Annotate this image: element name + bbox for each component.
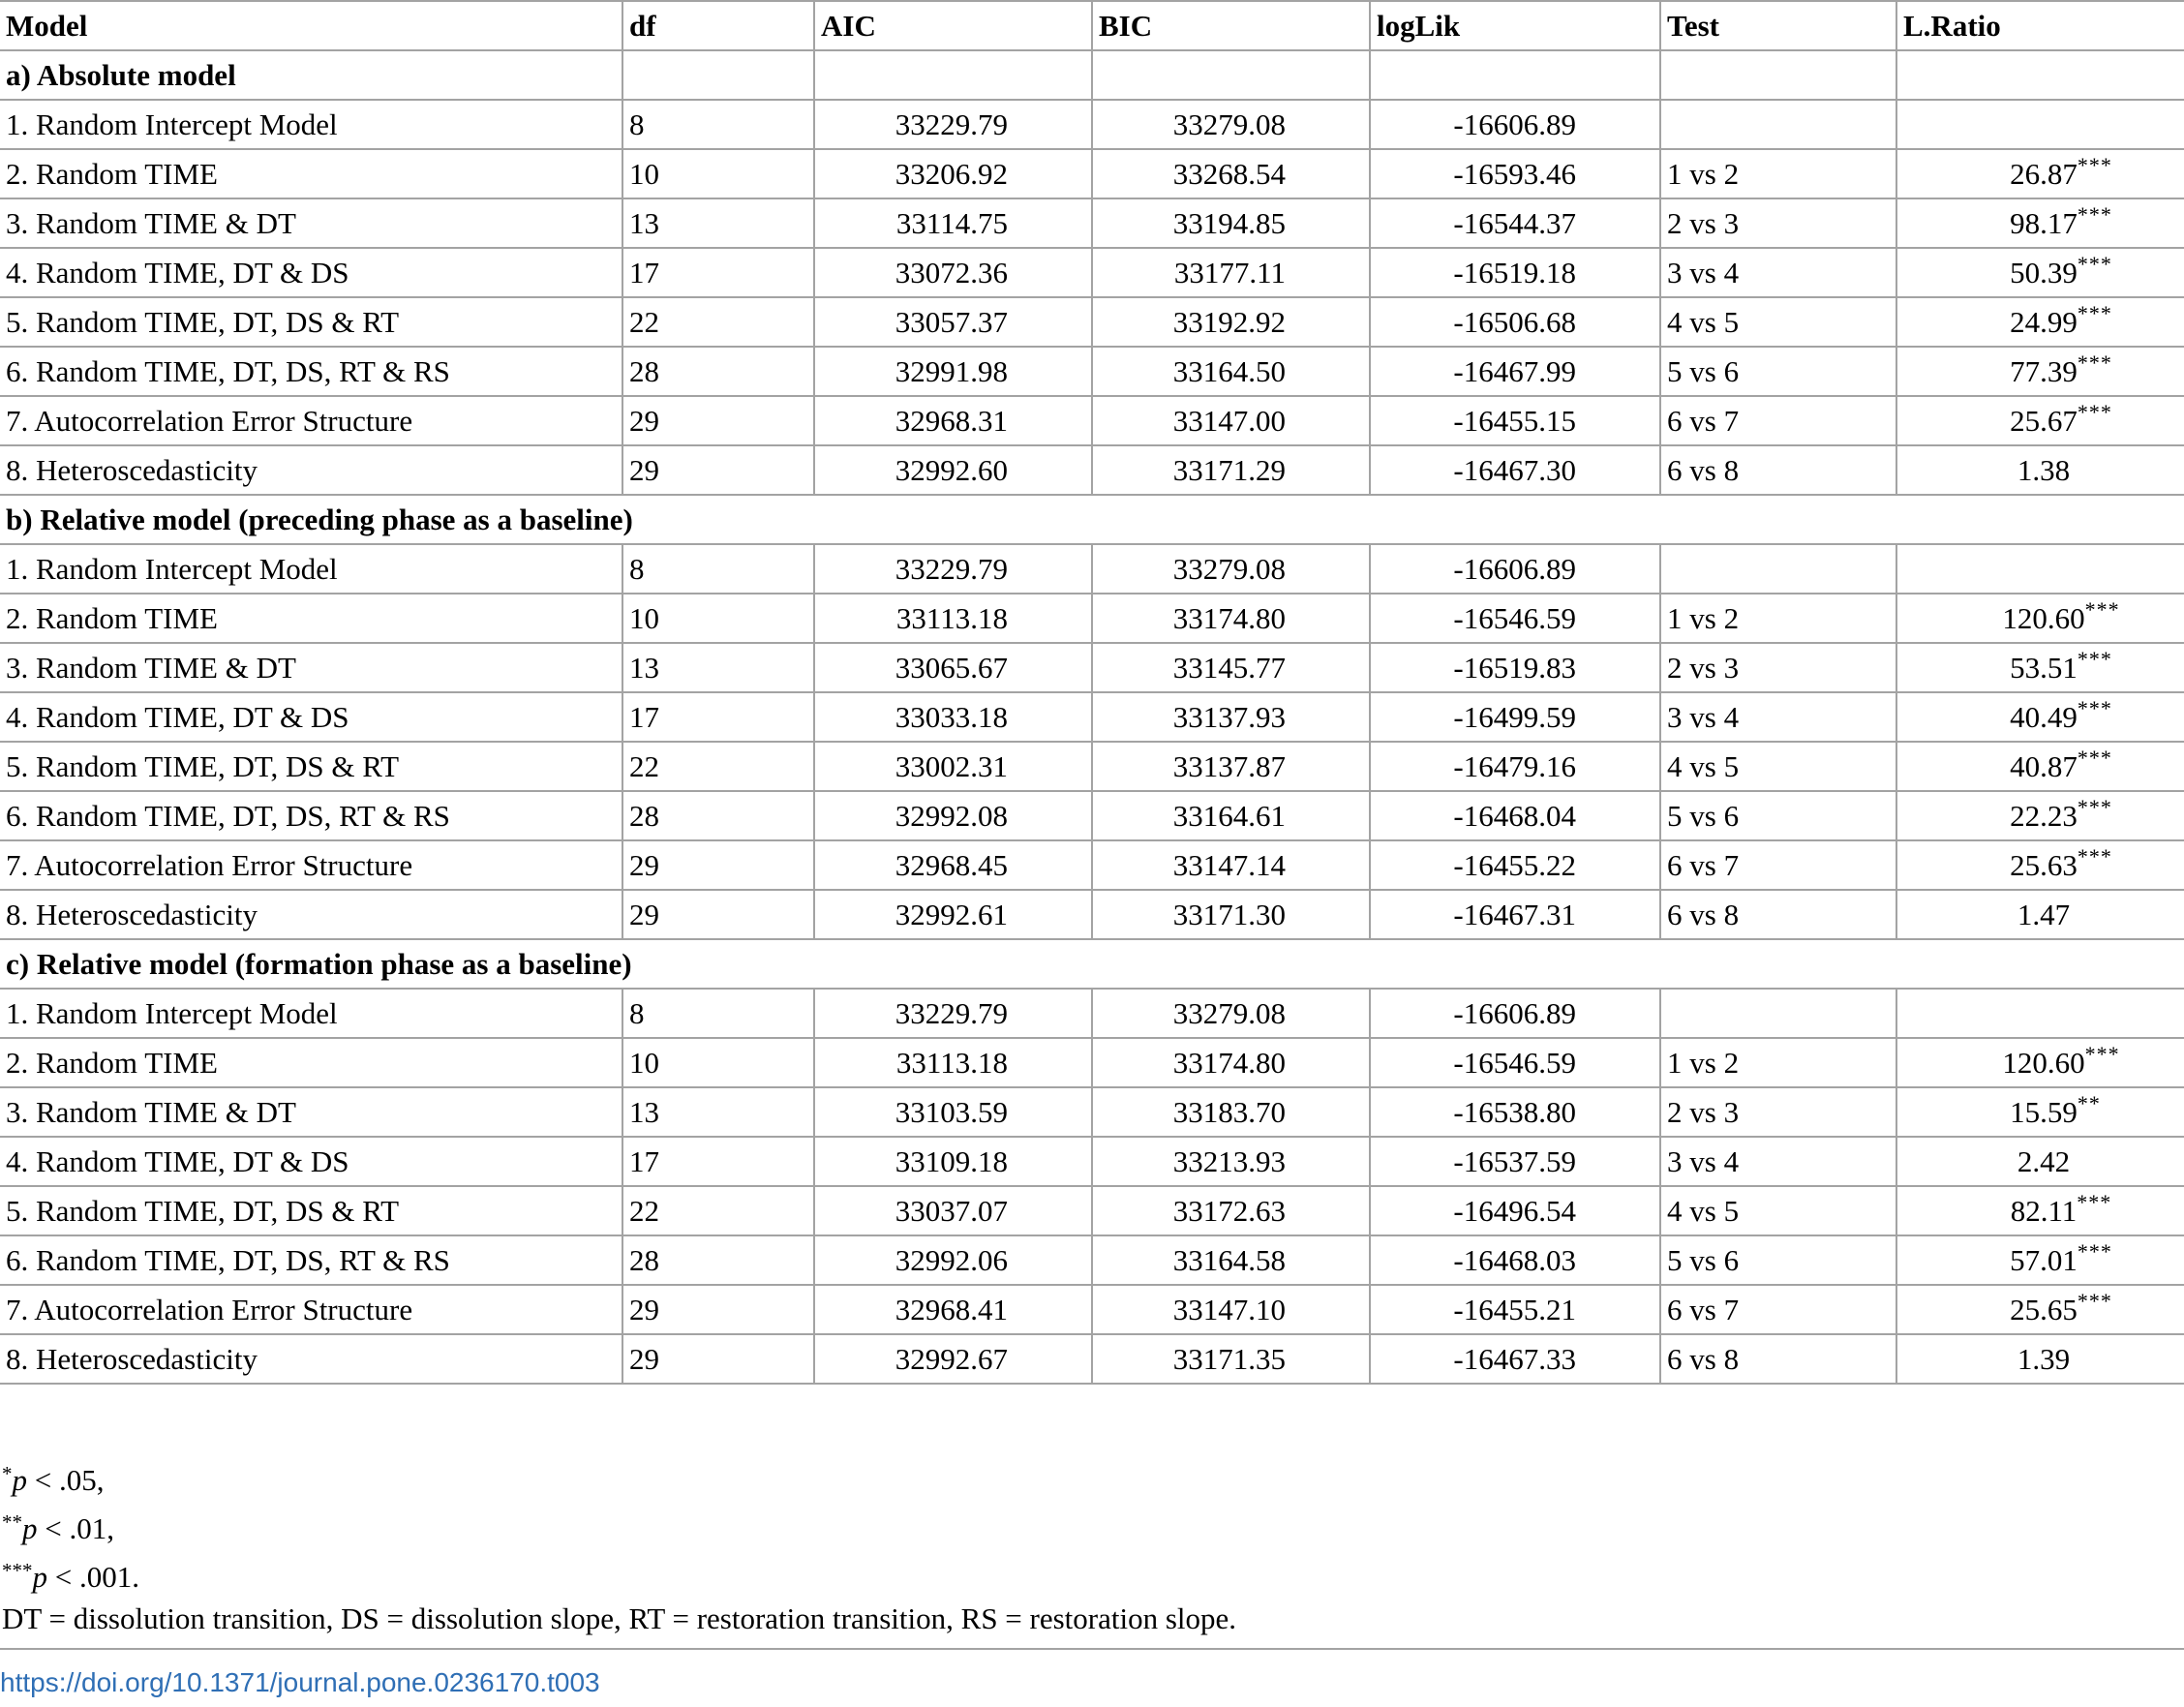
lratio-value-group: [2010, 351, 2112, 388]
loglik-cell: -16546.59: [1370, 1038, 1660, 1087]
significance-stars: ***: [2077, 252, 2112, 276]
loglik-cell: -16455.21: [1370, 1285, 1660, 1334]
section-header-row: [0, 939, 2184, 989]
header-aic: AIC: [814, 1, 1092, 50]
lratio-cell: [1896, 791, 2184, 840]
test-cell: 6 vs 7: [1660, 396, 1896, 445]
table-row: [0, 1186, 2184, 1235]
df-cell: 29: [622, 890, 814, 939]
model-cell: 8. Heteroscedasticity: [0, 445, 622, 495]
model-cell: 8. Heteroscedasticity: [0, 890, 622, 939]
empty-cell: [1092, 50, 1370, 100]
test-cell: 6 vs 7: [1660, 840, 1896, 890]
aic-cell: 33229.79: [814, 100, 1092, 149]
bic-cell: 33147.00: [1092, 396, 1370, 445]
aic-cell: 32992.08: [814, 791, 1092, 840]
df-cell: 10: [622, 594, 814, 643]
header-test: Test: [1660, 1, 1896, 50]
model-cell: 6. Random TIME, DT, DS, RT & RS: [0, 791, 622, 840]
aic-cell: 33033.18: [814, 692, 1092, 742]
lratio-value-group: [2010, 1239, 2112, 1277]
loglik-cell: -16546.59: [1370, 594, 1660, 643]
lratio-value-group: [2017, 1344, 2070, 1374]
aic-cell: 33109.18: [814, 1137, 1092, 1186]
df-cell: 29: [622, 396, 814, 445]
bic-cell: 33192.92: [1092, 297, 1370, 347]
bottom-divider: [0, 1648, 2184, 1650]
loglik-cell: -16496.54: [1370, 1186, 1660, 1235]
significance-stars: ***: [2084, 1042, 2120, 1066]
lratio-value: 53.51: [2010, 651, 2078, 685]
lratio-value: 77.39: [2010, 354, 2078, 388]
empty-cell: [622, 50, 814, 100]
table-row: [0, 445, 2184, 495]
model-cell: 4. Random TIME, DT & DS: [0, 692, 622, 742]
lratio-value: 25.63: [2010, 848, 2078, 882]
table-row: [0, 791, 2184, 840]
lratio-value-group: [2010, 301, 2112, 339]
lratio-value-group: [2010, 696, 2112, 734]
loglik-cell: -16467.31: [1370, 890, 1660, 939]
aic-cell: 32991.98: [814, 347, 1092, 396]
model-cell: 5. Random TIME, DT, DS & RT: [0, 742, 622, 791]
bic-cell: 33172.63: [1092, 1186, 1370, 1235]
table-row: [0, 1235, 2184, 1285]
df-cell: 8: [622, 100, 814, 149]
lratio-value: 120.60: [2002, 601, 2085, 635]
lratio-cell: [1896, 1087, 2184, 1137]
aic-cell: 32968.45: [814, 840, 1092, 890]
model-cell: 1. Random Intercept Model: [0, 100, 622, 149]
significance-stars: ***: [2077, 696, 2112, 720]
footnote-stars: ***: [2, 1559, 33, 1582]
test-cell: 1 vs 2: [1660, 149, 1896, 198]
lratio-value-group: [2010, 252, 2112, 290]
lratio-value-group: [2010, 1289, 2112, 1326]
table-row: [0, 198, 2184, 248]
df-cell: 17: [622, 248, 814, 297]
lratio-value: 40.49: [2010, 700, 2078, 734]
lratio-value-group: [2010, 647, 2112, 685]
significance-stars: ***: [2077, 202, 2112, 227]
model-cell: 3. Random TIME & DT: [0, 1087, 622, 1137]
footnote-threshold: < .001.: [47, 1560, 139, 1594]
table-row: [0, 1334, 2184, 1384]
footnote-sig-001: [0, 1546, 2184, 1595]
footnote-p-symbol: p: [22, 1511, 38, 1545]
bic-cell: 33194.85: [1092, 198, 1370, 248]
aic-cell: 33072.36: [814, 248, 1092, 297]
significance-stars: ***: [2084, 597, 2120, 622]
table-row: [0, 544, 2184, 594]
lratio-cell: [1896, 1285, 2184, 1334]
doi-link[interactable]: https://doi.org/10.1371/journal.pone.0236170.t003: [0, 1667, 600, 1697]
lratio-value-group: [2010, 153, 2112, 191]
bic-cell: 33279.08: [1092, 100, 1370, 149]
lratio-value: 98.17: [2010, 206, 2078, 240]
loglik-cell: -16538.80: [1370, 1087, 1660, 1137]
table-row: [0, 890, 2184, 939]
loglik-cell: -16467.33: [1370, 1334, 1660, 1384]
bic-cell: 33279.08: [1092, 989, 1370, 1038]
table-row: [0, 100, 2184, 149]
table-row: [0, 1087, 2184, 1137]
table-footnotes: [0, 1449, 2184, 1643]
lratio-value-group: [2010, 400, 2112, 438]
test-cell: 6 vs 7: [1660, 1285, 1896, 1334]
model-cell: 4. Random TIME, DT & DS: [0, 248, 622, 297]
aic-cell: 32992.61: [814, 890, 1092, 939]
model-cell: 1. Random Intercept Model: [0, 989, 622, 1038]
lratio-cell: [1896, 347, 2184, 396]
lratio-value-group: [2002, 597, 2120, 635]
df-cell: 28: [622, 347, 814, 396]
lratio-value-group: [2017, 899, 2070, 930]
lratio-value-group: [2010, 795, 2112, 833]
test-cell: 6 vs 8: [1660, 890, 1896, 939]
significance-stars: ***: [2077, 1289, 2112, 1313]
lratio-cell: [1896, 100, 2184, 149]
df-cell: 13: [622, 643, 814, 692]
df-cell: 22: [622, 1186, 814, 1235]
section-header-row: [0, 495, 2184, 544]
lratio-value-group: [2010, 1190, 2112, 1228]
bic-cell: 33164.50: [1092, 347, 1370, 396]
bic-cell: 33147.10: [1092, 1285, 1370, 1334]
footnote-threshold: < .01,: [37, 1511, 114, 1545]
model-cell: 7. Autocorrelation Error Structure: [0, 396, 622, 445]
lratio-cell: [1896, 198, 2184, 248]
significance-stars: ***: [2077, 844, 2112, 869]
aic-cell: 33103.59: [814, 1087, 1092, 1137]
lratio-value-group: [2002, 1042, 2120, 1080]
lratio-cell: [1896, 1137, 2184, 1186]
section-label: b) Relative model (preceding phase as a baseline): [0, 495, 2184, 544]
significance-stars: ***: [2077, 1239, 2112, 1264]
test-cell: 2 vs 3: [1660, 643, 1896, 692]
lratio-value-group: [2017, 1146, 2070, 1176]
lratio-cell: [1896, 890, 2184, 939]
model-cell: 3. Random TIME & DT: [0, 643, 622, 692]
df-cell: 8: [622, 989, 814, 1038]
df-cell: 22: [622, 742, 814, 791]
test-cell: 3 vs 4: [1660, 1137, 1896, 1186]
footnote-stars: **: [2, 1510, 22, 1534]
section-header-row: [0, 50, 2184, 100]
table-header-row: [0, 1, 2184, 50]
section-label: c) Relative model (formation phase as a baseline): [0, 939, 2184, 989]
model-cell: 8. Heteroscedasticity: [0, 1334, 622, 1384]
footnote-sig-05: [0, 1449, 2184, 1498]
lratio-value: 15.59: [2010, 1095, 2078, 1129]
test-cell: 6 vs 8: [1660, 445, 1896, 495]
df-cell: 29: [622, 1334, 814, 1384]
model-cell: 5. Random TIME, DT, DS & RT: [0, 297, 622, 347]
table-row: [0, 643, 2184, 692]
table-row: [0, 1038, 2184, 1087]
df-cell: 28: [622, 791, 814, 840]
footnote-p-symbol: p: [12, 1463, 27, 1497]
bic-cell: 33171.35: [1092, 1334, 1370, 1384]
aic-cell: 33057.37: [814, 297, 1092, 347]
df-cell: 28: [622, 1235, 814, 1285]
lratio-value: 24.99: [2010, 305, 2078, 339]
lratio-value-group: [2010, 746, 2112, 783]
test-cell: [1660, 100, 1896, 149]
significance-stars: ***: [2077, 1190, 2112, 1214]
loglik-cell: -16455.22: [1370, 840, 1660, 890]
test-cell: 1 vs 2: [1660, 594, 1896, 643]
lratio-value: 82.11: [2010, 1194, 2078, 1228]
loglik-cell: -16468.04: [1370, 791, 1660, 840]
table-row: [0, 248, 2184, 297]
significance-stars: ***: [2077, 647, 2112, 671]
empty-cell: [1370, 50, 1660, 100]
table-row: [0, 989, 2184, 1038]
table-row: [0, 1285, 2184, 1334]
bic-cell: 33174.80: [1092, 594, 1370, 643]
table-row: [0, 297, 2184, 347]
lratio-value: 40.87: [2010, 749, 2078, 783]
lratio-value-group: [2010, 1091, 2101, 1129]
loglik-cell: -16468.03: [1370, 1235, 1660, 1285]
lratio-value: 1.39: [2017, 1342, 2071, 1376]
lratio-cell: [1896, 1038, 2184, 1087]
bic-cell: 33137.87: [1092, 742, 1370, 791]
df-cell: 10: [622, 1038, 814, 1087]
aic-cell: 33037.07: [814, 1186, 1092, 1235]
model-cell: 5. Random TIME, DT, DS & RT: [0, 1186, 622, 1235]
table-row: [0, 594, 2184, 643]
loglik-cell: -16479.16: [1370, 742, 1660, 791]
loglik-cell: -16506.68: [1370, 297, 1660, 347]
test-cell: 4 vs 5: [1660, 297, 1896, 347]
df-cell: 29: [622, 1285, 814, 1334]
bic-cell: 33174.80: [1092, 1038, 1370, 1087]
model-cell: 7. Autocorrelation Error Structure: [0, 1285, 622, 1334]
loglik-cell: -16544.37: [1370, 198, 1660, 248]
lratio-value: 57.01: [2010, 1243, 2078, 1277]
lratio-value: 25.65: [2010, 1293, 2078, 1326]
test-cell: 4 vs 5: [1660, 742, 1896, 791]
model-cell: 7. Autocorrelation Error Structure: [0, 840, 622, 890]
lratio-value: 50.39: [2010, 256, 2078, 290]
test-cell: 2 vs 3: [1660, 198, 1896, 248]
aic-cell: 32992.60: [814, 445, 1092, 495]
test-cell: [1660, 989, 1896, 1038]
lratio-cell: [1896, 643, 2184, 692]
bic-cell: 33171.30: [1092, 890, 1370, 939]
aic-cell: 32992.06: [814, 1235, 1092, 1285]
model-cell: 2. Random TIME: [0, 149, 622, 198]
lratio-cell: [1896, 1235, 2184, 1285]
model-cell: 6. Random TIME, DT, DS, RT & RS: [0, 1235, 622, 1285]
loglik-cell: -16606.89: [1370, 989, 1660, 1038]
df-cell: 29: [622, 840, 814, 890]
loglik-cell: -16537.59: [1370, 1137, 1660, 1186]
lratio-cell: [1896, 594, 2184, 643]
significance-stars: ***: [2077, 153, 2112, 177]
df-cell: 17: [622, 1137, 814, 1186]
lratio-value: 25.67: [2010, 404, 2078, 438]
df-cell: 8: [622, 544, 814, 594]
table-row: [0, 840, 2184, 890]
test-cell: 6 vs 8: [1660, 1334, 1896, 1384]
df-cell: 22: [622, 297, 814, 347]
loglik-cell: -16499.59: [1370, 692, 1660, 742]
significance-stars: **: [2077, 1091, 2101, 1115]
bic-cell: 33147.14: [1092, 840, 1370, 890]
significance-stars: ***: [2077, 351, 2112, 375]
bic-cell: 33137.93: [1092, 692, 1370, 742]
table-row: [0, 347, 2184, 396]
bic-cell: 33183.70: [1092, 1087, 1370, 1137]
lratio-cell: [1896, 1334, 2184, 1384]
df-cell: 10: [622, 149, 814, 198]
header-bic: BIC: [1092, 1, 1370, 50]
loglik-cell: -16606.89: [1370, 544, 1660, 594]
aic-cell: 32968.31: [814, 396, 1092, 445]
test-cell: 4 vs 5: [1660, 1186, 1896, 1235]
header-lratio: L.Ratio: [1896, 1, 2184, 50]
df-cell: 17: [622, 692, 814, 742]
model-cell: 4. Random TIME, DT & DS: [0, 1137, 622, 1186]
footnote-abbreviations: DT = dissolution transition, DS = dissolution slope, RT = restoration transition, RS = restoration slope.: [2, 1601, 1237, 1635]
aic-cell: 33002.31: [814, 742, 1092, 791]
lratio-cell: [1896, 840, 2184, 890]
aic-cell: 33113.18: [814, 594, 1092, 643]
loglik-cell: -16606.89: [1370, 100, 1660, 149]
loglik-cell: -16519.83: [1370, 643, 1660, 692]
test-cell: 1 vs 2: [1660, 1038, 1896, 1087]
significance-stars: ***: [2077, 301, 2112, 325]
bic-cell: 33279.08: [1092, 544, 1370, 594]
aic-cell: 33113.18: [814, 1038, 1092, 1087]
aic-cell: 33065.67: [814, 643, 1092, 692]
lratio-value: 1.38: [2017, 453, 2071, 487]
test-cell: 3 vs 4: [1660, 692, 1896, 742]
aic-cell: 33206.92: [814, 149, 1092, 198]
footnote-p-symbol: p: [32, 1560, 47, 1594]
bic-cell: 33213.93: [1092, 1137, 1370, 1186]
lratio-value: 22.23: [2010, 799, 2078, 833]
lratio-cell: [1896, 149, 2184, 198]
lratio-value: 120.60: [2002, 1046, 2085, 1080]
footnote-stars: *: [2, 1462, 13, 1485]
footnote-sig-01: [0, 1498, 2184, 1546]
empty-cell: [814, 50, 1092, 100]
bic-cell: 33164.61: [1092, 791, 1370, 840]
lratio-cell: [1896, 1186, 2184, 1235]
aic-cell: 32968.41: [814, 1285, 1092, 1334]
lratio-value: 2.42: [2017, 1144, 2071, 1178]
aic-cell: 33114.75: [814, 198, 1092, 248]
lratio-value: 26.87: [2010, 157, 2078, 191]
section-label: a) Absolute model: [0, 50, 622, 100]
lratio-value-group: [2017, 455, 2070, 485]
table-row: [0, 149, 2184, 198]
lratio-cell: [1896, 297, 2184, 347]
aic-cell: 33229.79: [814, 544, 1092, 594]
lratio-cell: [1896, 248, 2184, 297]
table-body: [0, 50, 2184, 1384]
df-cell: 29: [622, 445, 814, 495]
model-cell: 1. Random Intercept Model: [0, 544, 622, 594]
model-cell: 3. Random TIME & DT: [0, 198, 622, 248]
header-loglik: logLik: [1370, 1, 1660, 50]
footnote-threshold: < .05,: [27, 1463, 105, 1497]
loglik-cell: -16593.46: [1370, 149, 1660, 198]
table-row: [0, 742, 2184, 791]
model-cell: 6. Random TIME, DT, DS, RT & RS: [0, 347, 622, 396]
header-model: Model: [0, 1, 622, 50]
empty-cell: [1896, 50, 2184, 100]
lratio-cell: [1896, 742, 2184, 791]
table-row: [0, 396, 2184, 445]
aic-cell: 32992.67: [814, 1334, 1092, 1384]
test-cell: [1660, 544, 1896, 594]
test-cell: 5 vs 6: [1660, 347, 1896, 396]
significance-stars: ***: [2077, 795, 2112, 819]
bic-cell: 33268.54: [1092, 149, 1370, 198]
df-cell: 13: [622, 1087, 814, 1137]
test-cell: 3 vs 4: [1660, 248, 1896, 297]
lratio-cell: [1896, 989, 2184, 1038]
lratio-cell: [1896, 692, 2184, 742]
lratio-value-group: [2010, 202, 2112, 240]
bic-cell: 33164.58: [1092, 1235, 1370, 1285]
model-cell: 2. Random TIME: [0, 594, 622, 643]
model-cell: 2. Random TIME: [0, 1038, 622, 1087]
empty-cell: [1660, 50, 1896, 100]
lratio-value: 1.47: [2017, 898, 2071, 931]
lratio-cell: [1896, 445, 2184, 495]
table-row: [0, 692, 2184, 742]
table-row: [0, 1137, 2184, 1186]
loglik-cell: -16467.99: [1370, 347, 1660, 396]
test-cell: 2 vs 3: [1660, 1087, 1896, 1137]
significance-stars: ***: [2077, 400, 2112, 424]
bic-cell: 33145.77: [1092, 643, 1370, 692]
test-cell: 5 vs 6: [1660, 1235, 1896, 1285]
loglik-cell: -16519.18: [1370, 248, 1660, 297]
lratio-cell: [1896, 544, 2184, 594]
lratio-cell: [1896, 396, 2184, 445]
bic-cell: 33171.29: [1092, 445, 1370, 495]
lratio-value-group: [2010, 844, 2112, 882]
test-cell: 5 vs 6: [1660, 791, 1896, 840]
significance-stars: ***: [2077, 746, 2112, 770]
header-df: df: [622, 1, 814, 50]
loglik-cell: -16455.15: [1370, 396, 1660, 445]
bic-cell: 33177.11: [1092, 248, 1370, 297]
aic-cell: 33229.79: [814, 989, 1092, 1038]
df-cell: 13: [622, 198, 814, 248]
loglik-cell: -16467.30: [1370, 445, 1660, 495]
